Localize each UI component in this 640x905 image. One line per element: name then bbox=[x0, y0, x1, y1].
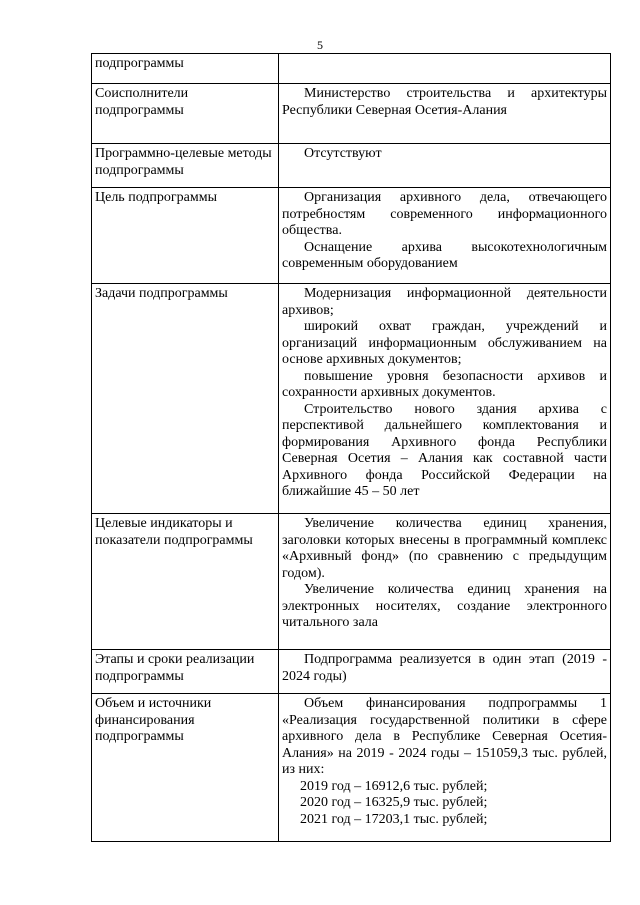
row-value bbox=[279, 694, 611, 842]
paragraph: Увеличение количества единиц хранения, заголовки которых внесены в программный комплекс «Архивный фонд» (по сравнению с предыдущим годом). bbox=[282, 516, 607, 581]
table-row bbox=[92, 54, 611, 84]
paragraph: Увеличение количества единиц хранения на электронных носителях, создание электронного читального зала bbox=[282, 582, 607, 630]
table-row bbox=[92, 144, 611, 188]
paragraph: широкий охват граждан, учреждений и организаций информационным обслуживанием на основе архивных документов; bbox=[282, 319, 607, 367]
row-label: Этапы и сроки реализации подпрограммы bbox=[92, 650, 279, 694]
paragraph: Министерство строительства и архитектуры Республики Северная Осетия-Алания bbox=[282, 86, 607, 118]
table-row bbox=[92, 650, 611, 694]
row-label: Цель подпрограммы bbox=[92, 188, 279, 284]
paragraph: Оснащение архива высокотехнологичным современным оборудованием bbox=[282, 239, 607, 271]
row-value bbox=[279, 54, 611, 84]
table-row bbox=[92, 188, 611, 284]
table-row bbox=[92, 284, 611, 514]
paragraph: повышение уровня безопасности архивов и сохранности архивных документов. bbox=[282, 368, 607, 400]
row-value bbox=[279, 188, 611, 284]
paragraph: Отсутствуют bbox=[304, 146, 382, 161]
paragraph: Организация архивного дела, отвечающего потребностям современного информационного общества. bbox=[282, 190, 607, 238]
paragraph: Строительство нового здания архива с перспективой дальнейшего комплектования и формирования Архивного фонда Республики Северная Осетия – Алания как составной части Архивного фонда Российской Федерации на ближайшие 45 – 50 лет bbox=[282, 401, 607, 499]
table-row bbox=[92, 514, 611, 650]
paragraph: Объем финансирования подпрограммы 1 «Реализация государственной политики в сфере архивного дела в Республике Северная Осетия-Алания» на 2019 - 2024 годы – 151059,3 тыс. рублей, из них: bbox=[282, 696, 607, 777]
row-label: Объем и источники финансирования подпрограммы bbox=[92, 694, 279, 842]
row-value bbox=[279, 514, 611, 650]
subprogram-passport-table bbox=[91, 53, 611, 842]
row-label: Целевые индикаторы и показатели подпрограммы bbox=[92, 514, 279, 650]
table-row bbox=[92, 694, 611, 842]
row-value bbox=[279, 650, 611, 694]
financing-year-line: 2020 год – 16325,9 тыс. рублей; bbox=[300, 795, 488, 810]
paragraph: Подпрограмма реализуется в один этап (2019 - 2024 годы) bbox=[282, 652, 607, 684]
row-label: Задачи подпрограммы bbox=[92, 284, 279, 514]
row-value bbox=[279, 144, 611, 188]
financing-year-line: 2019 год – 16912,6 тыс. рублей; bbox=[300, 778, 488, 794]
row-label: Программно-целевые методы подпрограммы bbox=[92, 144, 279, 188]
row-value bbox=[279, 284, 611, 514]
financing-year-line: 2021 год – 17203,1 тыс. рублей; bbox=[300, 811, 488, 827]
table-row bbox=[92, 84, 611, 144]
row-label: подпрограммы bbox=[92, 54, 279, 84]
row-label: Соисполнители подпрограммы bbox=[92, 84, 279, 144]
paragraph: Модернизация информационной деятельности архивов; bbox=[282, 286, 607, 318]
page-number: 5 bbox=[317, 38, 323, 52]
row-value bbox=[279, 84, 611, 144]
